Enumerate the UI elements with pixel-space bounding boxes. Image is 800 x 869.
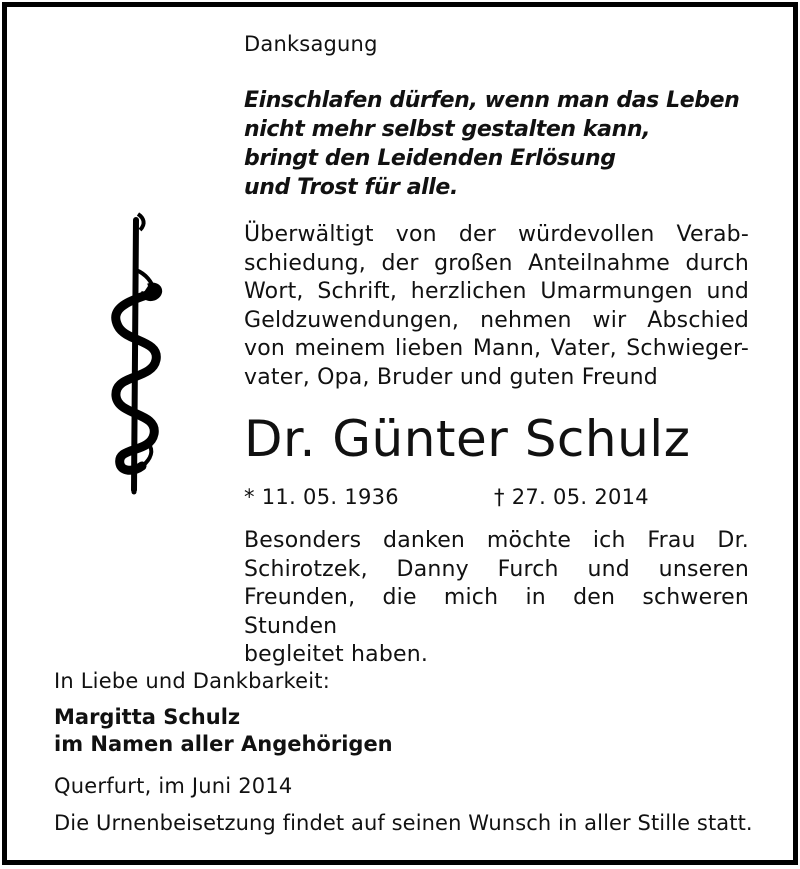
intro-line: Wort, Schrift, herzlichen Umarmungen und: [244, 279, 749, 304]
signer-name: Margitta Schulz: [54, 705, 241, 729]
deceased-name: Dr. Günter Schulz: [244, 410, 691, 468]
intro-line: Geldzuwendungen, nehmen wir Abschied: [244, 307, 749, 333]
birth-date: * 11. 05. 1936: [244, 485, 399, 509]
intro-line: vater, Opa, Bruder und guten Freund: [244, 364, 658, 390]
death-date: † 27. 05. 2014: [494, 485, 649, 509]
signer-block: [54, 704, 393, 758]
quote-block: [244, 86, 739, 202]
signer-relation: im Namen aller Angehörigen: [54, 732, 393, 756]
thanks-paragraph: [244, 527, 749, 670]
quote-line: bringt den Leidenden Erlösung: [244, 146, 616, 171]
thanks-line: Schirotzek, Danny Furch und unseren: [244, 556, 749, 582]
closing-line: In Liebe und Dankbarkeit:: [54, 669, 331, 693]
quote-line: Einschlafen dürfen, wenn man das Leben: [244, 88, 740, 113]
intro-line: schiedung, der großen Anteilnahme durch: [244, 250, 749, 276]
intro-line: von meinem lieben Mann, Vater, Schwieger-: [244, 336, 749, 361]
intro-line: Überwältigt von der würdevollen Verab-: [244, 222, 749, 247]
intro-paragraph: [244, 221, 749, 392]
quote-line: nicht mehr selbst gestalten kann,: [244, 117, 651, 142]
thanks-line: Freunden, die mich in den schweren Stunden: [244, 585, 749, 639]
rod-of-asclepius-icon: [104, 210, 168, 496]
funeral-note: Die Urnenbeisetzung findet auf seinen Wunsch in aller Stille statt.: [54, 811, 753, 835]
place-date: Querfurt, im Juni 2014: [54, 774, 293, 798]
notice-heading: Danksagung: [244, 32, 378, 56]
thanks-line: begleitet haben.: [244, 642, 429, 667]
quote-line: und Trost für alle.: [244, 175, 458, 200]
thanks-line: Besonders danken möchte ich Frau Dr.: [244, 528, 749, 553]
